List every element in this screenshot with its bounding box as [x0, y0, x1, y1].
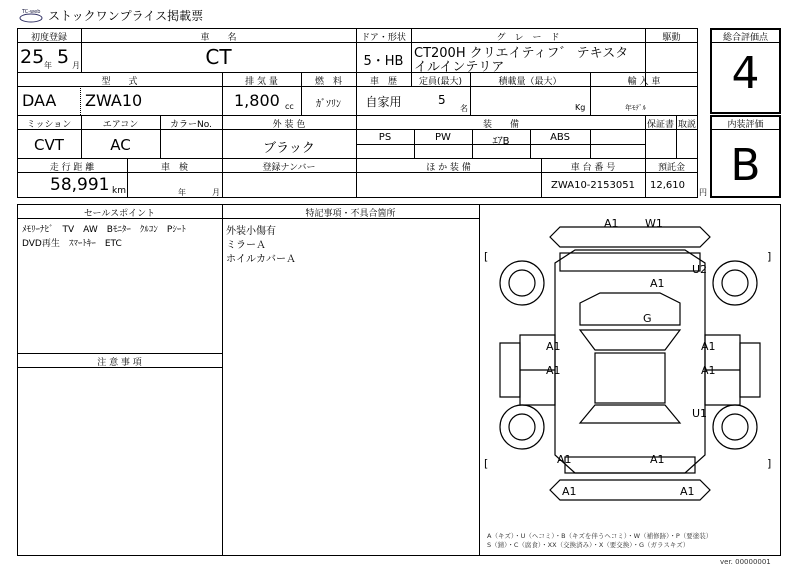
equip-pw: PW: [435, 132, 451, 143]
fuel-value: ｶﾞｿﾘﾝ: [316, 99, 341, 110]
overall-grade-value: 4: [731, 48, 760, 99]
mark-rear-bumper-left: A1: [562, 485, 577, 498]
remarks-line3: ホイルカバーＡ: [226, 254, 296, 265]
chassis-label: 車 台 番 号: [570, 163, 616, 173]
door-type-value: 5・HB: [363, 54, 404, 69]
rear-right-wheel: [713, 405, 757, 449]
fuel-label: 燃 料: [314, 77, 342, 87]
legend-line1: A（キズ）・U（ヘコミ）・B（キズを伴うヘコミ）・W（補修跡）・P（要塗装）: [487, 532, 713, 540]
year-unit: 年: [44, 61, 52, 70]
capacity-value: 5: [438, 93, 446, 107]
drive-label: 駆動: [662, 33, 681, 43]
remarks-label: 特記事項・不具合箇所: [305, 209, 396, 219]
capacity-label: 定員(最大): [418, 77, 463, 87]
usage-label: 車 歴: [369, 77, 397, 87]
mark-rear-right: A1: [650, 453, 665, 466]
exterior-color-label: 外 装 色: [272, 120, 306, 130]
mission-value: CVT: [34, 136, 64, 154]
mark-right-rear-door: A1: [701, 364, 716, 377]
inspection-label: 車 検: [160, 163, 188, 173]
deposit-value: 12,610: [650, 180, 685, 191]
load-unit: Kg: [575, 103, 586, 112]
displacement-unit: cc: [285, 102, 294, 111]
mark-hood: G: [643, 312, 652, 325]
remarks-line2: ミラーＡ: [226, 240, 266, 251]
displacement-label: 排 気 量: [245, 77, 278, 87]
warranty-label: 保証書: [646, 120, 674, 130]
first-reg-month: 5: [57, 46, 70, 68]
month-unit: 月: [72, 61, 80, 70]
mark-right-front-wheel: U2: [692, 263, 708, 276]
equip-abs: ABS: [550, 132, 570, 143]
equip-ps: PS: [378, 132, 392, 143]
year-model-unit: 年ﾓﾃﾞﾙ: [625, 104, 646, 112]
color-value: ブラック: [263, 141, 315, 156]
displacement-value: 1,800: [234, 91, 280, 110]
remarks-line1: 外装小傷有: [226, 226, 276, 237]
model-code: DAA: [22, 91, 57, 110]
aircon-value: AC: [110, 136, 131, 154]
bracket-tr: ]: [767, 250, 772, 263]
page-title: ストックワンプライス掲載票: [48, 9, 204, 23]
legend-line2: S（錆）・C（腐食）・XX（交換済み）・X（要交換）・G（ガラスキズ）: [487, 541, 690, 549]
mileage-value: 58,991: [50, 175, 110, 195]
front-left-wheel: [500, 261, 544, 305]
deposit-label: 預託金: [657, 163, 685, 173]
model-label: 型 式: [101, 77, 138, 87]
sales-points-line1: ﾒﾓﾘｰﾅﾋﾞ TV AW Bﾓﾆﾀｰ ｸﾙｺﾝ Pｼｰﾄ: [22, 225, 186, 235]
car-name-value: CT: [205, 45, 232, 69]
color-no-label: カラーNo.: [170, 120, 212, 130]
equip-airbag: ｴｱB: [492, 136, 510, 147]
manual-label: 取説: [677, 120, 696, 130]
mark-left-rear-door: A1: [546, 364, 561, 377]
notes-label: 注 意 事 項: [97, 358, 142, 368]
grade-line1: CT200H クリエイティフ゛ テキスタ: [414, 46, 629, 61]
hood-outline: [580, 293, 680, 325]
rear-window-outline: [580, 405, 680, 423]
grade-line2: イルインテリア: [414, 60, 505, 75]
body-outline: [555, 250, 708, 473]
bracket-br: ]: [767, 457, 772, 470]
capacity-unit: 名: [460, 104, 468, 113]
chassis-value: ZWA10-2153051: [551, 180, 635, 191]
grade-label: グ レ ー ド: [496, 33, 560, 43]
first-reg-year: 25: [20, 46, 45, 68]
mark-front-bumper: A1: [604, 217, 619, 230]
mission-label: ミッション: [26, 120, 72, 130]
mark-rear-left: A1: [557, 453, 572, 466]
mileage-label: 走 行 距 離: [49, 163, 95, 173]
logo-text: TC-web: [22, 9, 41, 15]
equipment-label: 装 備: [482, 120, 519, 130]
car-name-label: 車 名: [200, 33, 237, 43]
version-text: ver. 00000001: [720, 558, 771, 566]
interior-grade-value: B: [730, 140, 761, 191]
overall-grade-label: 総合評価点: [722, 33, 768, 43]
sales-points-label: セールスポイント: [83, 209, 156, 219]
usage-value: 自家用: [365, 95, 402, 109]
bracket-tl: [: [484, 250, 489, 263]
mark-rear-bumper-right: A1: [680, 485, 695, 498]
door-type-label: ドア・形状: [361, 33, 406, 43]
sales-points-line2: DVD再生 ｽﾏｰﾄｷｰ ETC: [22, 239, 122, 249]
windshield-outline: [580, 330, 680, 350]
insp-year-unit: 年: [178, 188, 186, 197]
model-value: ZWA10: [85, 91, 143, 110]
interior-grade-label: 内装評価: [727, 120, 764, 130]
load-label: 積載量（最大）: [498, 77, 562, 87]
front-right-wheel: [713, 261, 757, 305]
deposit-unit: 円: [699, 188, 707, 197]
mark-left-front-door: A1: [546, 340, 561, 353]
import-label: 輸 入 車: [627, 77, 661, 87]
roof-outline: [595, 353, 665, 403]
reg-number-label: 登録ナンバー: [262, 163, 316, 173]
mileage-unit: km: [112, 186, 126, 196]
rear-left-wheel: [500, 405, 544, 449]
mark-front-left-fender: A1: [650, 277, 665, 290]
mark-right-front-door: A1: [701, 340, 716, 353]
insp-month-unit: 月: [212, 188, 220, 197]
mark-front-w: W1: [645, 217, 663, 230]
bracket-bl: [: [484, 457, 489, 470]
other-equipment-label: ほ か 装 備: [426, 163, 471, 173]
first-reg-label: 初度登録: [30, 33, 67, 43]
logo: [19, 8, 43, 19]
front-bumper-outline: [550, 227, 710, 247]
car-damage-diagram: [480, 205, 780, 525]
aircon-label: エアコン: [102, 120, 139, 130]
mark-right-rear-wheel: U1: [692, 407, 708, 420]
